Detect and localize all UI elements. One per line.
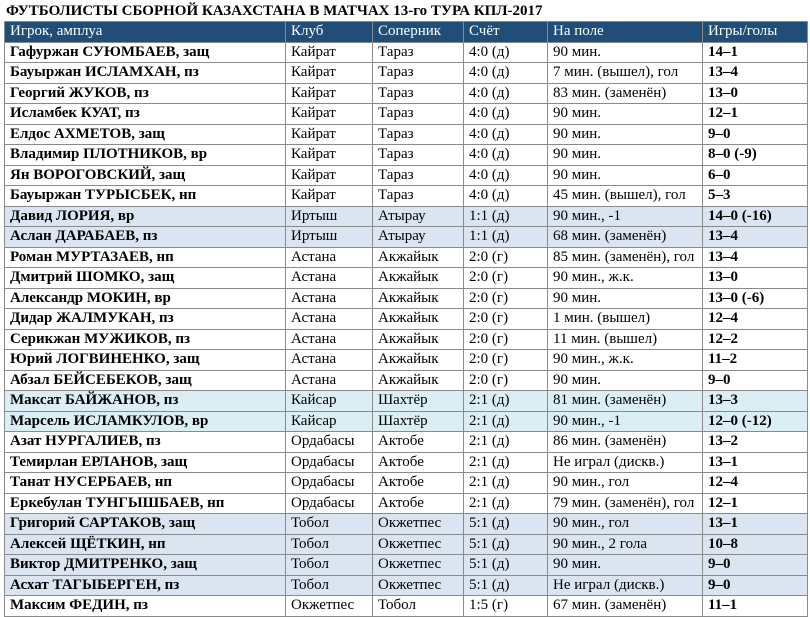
table-header [5, 22, 808, 43]
opponent-cell: Тараз [373, 186, 464, 207]
club-cell: Кайрат [286, 145, 373, 166]
club-cell: Астана [286, 370, 373, 391]
table-row [5, 350, 808, 371]
opponent-cell: Атырау [373, 227, 464, 248]
player-cell: Елдос АХМЕТОВ, защ [5, 124, 286, 145]
games-goals-cell: 13–1 [703, 452, 808, 473]
club-cell: Кайрат [286, 124, 373, 145]
score-cell: 2:1 (д) [464, 391, 548, 412]
score-cell: 5:1 (д) [464, 514, 548, 535]
header-player: Игрок, амплуа [5, 22, 286, 43]
games-goals-cell: 12–1 [703, 493, 808, 514]
opponent-cell: Акжайык [373, 247, 464, 268]
time-on-field-cell: 81 мин. (заменён) [548, 391, 703, 412]
table-row [5, 452, 808, 473]
time-on-field-cell: 45 мин. (вышел), гол [548, 186, 703, 207]
club-cell: Кайсар [286, 411, 373, 432]
games-goals-cell: 12–4 [703, 309, 808, 330]
time-on-field-cell: 90 мин. [548, 555, 703, 576]
time-on-field-cell: 79 мин. (заменён), гол [548, 493, 703, 514]
opponent-cell: Окжетпес [373, 575, 464, 596]
club-cell: Тобол [286, 534, 373, 555]
games-goals-cell: 11–1 [703, 596, 808, 617]
time-on-field-cell: 90 мин., -1 [548, 411, 703, 432]
time-on-field-cell: 90 мин., ж.к. [548, 268, 703, 289]
opponent-cell: Атырау [373, 206, 464, 227]
club-cell: Астана [286, 268, 373, 289]
score-cell: 4:0 (д) [464, 145, 548, 166]
table-row [5, 514, 808, 535]
time-on-field-cell: 90 мин. [548, 370, 703, 391]
table-row [5, 555, 808, 576]
score-cell: 1:5 (г) [464, 596, 548, 617]
player-cell: Дмитрий ШОМКО, защ [5, 268, 286, 289]
opponent-cell: Шахтёр [373, 411, 464, 432]
opponent-cell: Актобе [373, 493, 464, 514]
score-cell: 2:1 (д) [464, 473, 548, 494]
player-cell: Танат НУСЕРБАЕВ, нп [5, 473, 286, 494]
score-cell: 2:1 (д) [464, 411, 548, 432]
games-goals-cell: 14–1 [703, 42, 808, 63]
opponent-cell: Тараз [373, 124, 464, 145]
header-time-on-field: На поле [548, 22, 703, 43]
club-cell: Кайрат [286, 186, 373, 207]
player-cell: Григорий САРТАКОВ, защ [5, 514, 286, 535]
player-cell: Асхат ТАГЫБЕРГЕН, пз [5, 575, 286, 596]
score-cell: 2:1 (д) [464, 452, 548, 473]
table-row [5, 596, 808, 617]
header-opponent: Соперник [373, 22, 464, 43]
opponent-cell: Тараз [373, 63, 464, 84]
player-cell: Марсель ИСЛАМКУЛОВ, вр [5, 411, 286, 432]
player-cell: Максат БАЙЖАНОВ, пз [5, 391, 286, 412]
table-row [5, 145, 808, 166]
score-cell: 4:0 (д) [464, 83, 548, 104]
time-on-field-cell: 90 мин. [548, 288, 703, 309]
games-goals-cell: 6–0 [703, 165, 808, 186]
opponent-cell: Актобе [373, 452, 464, 473]
score-cell: 2:0 (г) [464, 309, 548, 330]
score-cell: 2:0 (г) [464, 288, 548, 309]
player-cell: Исламбек КУАТ, пз [5, 104, 286, 125]
time-on-field-cell: 83 мин. (заменён) [548, 83, 703, 104]
player-cell: Максим ФЕДИН, пз [5, 596, 286, 617]
score-cell: 5:1 (д) [464, 575, 548, 596]
player-cell: Бауыржан ТУРЫСБЕК, нп [5, 186, 286, 207]
page-title: ФУТБОЛИСТЫ СБОРНОЙ КАЗАХСТАНА В МАТЧАХ 13-го ТУРА КПЛ-2017 [6, 3, 543, 19]
player-cell: Темирлан ЕРЛАНОВ, защ [5, 452, 286, 473]
players-table [4, 21, 808, 617]
opponent-cell: Тобол [373, 596, 464, 617]
games-goals-cell: 9–0 [703, 370, 808, 391]
time-on-field-cell: 90 мин., 2 гола [548, 534, 703, 555]
header-score: Счёт [464, 22, 548, 43]
table-row [5, 268, 808, 289]
opponent-cell: Окжетпес [373, 534, 464, 555]
time-on-field-cell: 90 мин. [548, 124, 703, 145]
club-cell: Тобол [286, 555, 373, 576]
player-cell: Ян ВОРОГОВСКИЙ, защ [5, 165, 286, 186]
games-goals-cell: 13–0 [703, 83, 808, 104]
score-cell: 2:0 (г) [464, 247, 548, 268]
time-on-field-cell: 67 мин. (заменён) [548, 596, 703, 617]
time-on-field-cell: 7 мин. (вышел), гол [548, 63, 703, 84]
player-cell: Давид ЛОРИЯ, вр [5, 206, 286, 227]
club-cell: Иртыш [286, 227, 373, 248]
club-cell: Кайрат [286, 63, 373, 84]
games-goals-cell: 13–2 [703, 432, 808, 453]
games-goals-cell: 5–3 [703, 186, 808, 207]
score-cell: 4:0 (д) [464, 104, 548, 125]
table-row [5, 206, 808, 227]
club-cell: Астана [286, 247, 373, 268]
time-on-field-cell: 68 мин. (заменён) [548, 227, 703, 248]
time-on-field-cell: 11 мин. (вышел) [548, 329, 703, 350]
opponent-cell: Тараз [373, 145, 464, 166]
table-row [5, 288, 808, 309]
table-row [5, 411, 808, 432]
time-on-field-cell: 90 мин. [548, 145, 703, 166]
opponent-cell: Акжайык [373, 309, 464, 330]
time-on-field-cell: Не играл (дискв.) [548, 575, 703, 596]
player-cell: Гафуржан СУЮМБАЕВ, защ [5, 42, 286, 63]
table-row [5, 63, 808, 84]
header-club: Клуб [286, 22, 373, 43]
opponent-cell: Тараз [373, 42, 464, 63]
score-cell: 2:0 (г) [464, 329, 548, 350]
score-cell: 2:1 (д) [464, 493, 548, 514]
player-cell: Серикжан МУЖИКОВ, пз [5, 329, 286, 350]
club-cell: Ордабасы [286, 432, 373, 453]
opponent-cell: Акжайык [373, 288, 464, 309]
time-on-field-cell: 1 мин. (вышел) [548, 309, 703, 330]
player-cell: Роман МУРТАЗАЕВ, нп [5, 247, 286, 268]
player-cell: Виктор ДМИТРЕНКО, защ [5, 555, 286, 576]
club-cell: Тобол [286, 514, 373, 535]
header-games-goals: Игры/голы [703, 22, 808, 43]
time-on-field-cell: Не играл (дискв.) [548, 452, 703, 473]
games-goals-cell: 12–0 (-12) [703, 411, 808, 432]
games-goals-cell: 12–4 [703, 473, 808, 494]
table-row [5, 370, 808, 391]
table-row [5, 186, 808, 207]
table-row [5, 473, 808, 494]
club-cell: Тобол [286, 575, 373, 596]
player-cell: Владимир ПЛОТНИКОВ, вр [5, 145, 286, 166]
time-on-field-cell: 90 мин., гол [548, 514, 703, 535]
player-cell: Юрий ЛОГВИНЕНКО, защ [5, 350, 286, 371]
score-cell: 1:1 (д) [464, 227, 548, 248]
club-cell: Ордабасы [286, 473, 373, 494]
games-goals-cell: 9–0 [703, 555, 808, 576]
player-cell: Георгий ЖУКОВ, пз [5, 83, 286, 104]
games-goals-cell: 14–0 (-16) [703, 206, 808, 227]
games-goals-cell: 13–0 [703, 268, 808, 289]
club-cell: Кайрат [286, 83, 373, 104]
opponent-cell: Актобе [373, 473, 464, 494]
table-row [5, 104, 808, 125]
time-on-field-cell: 90 мин. [548, 42, 703, 63]
score-cell: 4:0 (д) [464, 124, 548, 145]
score-cell: 5:1 (д) [464, 555, 548, 576]
games-goals-cell: 8–0 (-9) [703, 145, 808, 166]
opponent-cell: Окжетпес [373, 514, 464, 535]
club-cell: Кайрат [286, 104, 373, 125]
club-cell: Кайсар [286, 391, 373, 412]
score-cell: 4:0 (д) [464, 165, 548, 186]
player-cell: Алексей ЩЁТКИН, нп [5, 534, 286, 555]
score-cell: 4:0 (д) [464, 63, 548, 84]
club-cell: Кайрат [286, 165, 373, 186]
player-cell: Азат НУРГАЛИЕВ, пз [5, 432, 286, 453]
time-on-field-cell: 85 мин. (заменён), гол [548, 247, 703, 268]
opponent-cell: Акжайык [373, 329, 464, 350]
time-on-field-cell: 90 мин., -1 [548, 206, 703, 227]
club-cell: Кайрат [286, 42, 373, 63]
games-goals-cell: 13–3 [703, 391, 808, 412]
table-row [5, 227, 808, 248]
table-row [5, 309, 808, 330]
club-cell: Ордабасы [286, 452, 373, 473]
score-cell: 2:0 (г) [464, 350, 548, 371]
games-goals-cell: 10–8 [703, 534, 808, 555]
table-row [5, 534, 808, 555]
games-goals-cell: 13–1 [703, 514, 808, 535]
club-cell: Астана [286, 288, 373, 309]
table-row [5, 575, 808, 596]
player-cell: Аслан ДАРАБАЕВ, пз [5, 227, 286, 248]
games-goals-cell: 9–0 [703, 124, 808, 145]
games-goals-cell: 13–4 [703, 63, 808, 84]
header-row [5, 22, 808, 43]
table-row [5, 391, 808, 412]
games-goals-cell: 13–4 [703, 247, 808, 268]
opponent-cell: Тараз [373, 83, 464, 104]
score-cell: 1:1 (д) [464, 206, 548, 227]
table-body [5, 42, 808, 616]
club-cell: Астана [286, 309, 373, 330]
table-row [5, 83, 808, 104]
opponent-cell: Шахтёр [373, 391, 464, 412]
time-on-field-cell: 90 мин., ж.к. [548, 350, 703, 371]
games-goals-cell: 12–2 [703, 329, 808, 350]
opponent-cell: Тараз [373, 165, 464, 186]
opponent-cell: Акжайык [373, 268, 464, 289]
games-goals-cell: 9–0 [703, 575, 808, 596]
club-cell: Окжетпес [286, 596, 373, 617]
time-on-field-cell: 90 мин. [548, 104, 703, 125]
score-cell: 2:1 (д) [464, 432, 548, 453]
opponent-cell: Окжетпес [373, 555, 464, 576]
club-cell: Иртыш [286, 206, 373, 227]
score-cell: 2:0 (г) [464, 370, 548, 391]
club-cell: Астана [286, 329, 373, 350]
games-goals-cell: 13–4 [703, 227, 808, 248]
table-row [5, 42, 808, 63]
player-cell: Александр МОКИН, вр [5, 288, 286, 309]
player-cell: Еркебулан ТУНГЫШБАЕВ, нп [5, 493, 286, 514]
games-goals-cell: 13–0 (-6) [703, 288, 808, 309]
score-cell: 4:0 (д) [464, 42, 548, 63]
club-cell: Ордабасы [286, 493, 373, 514]
table-row [5, 432, 808, 453]
table-row [5, 165, 808, 186]
table-row [5, 493, 808, 514]
table-row [5, 124, 808, 145]
player-cell: Бауыржан ИСЛАМХАН, пз [5, 63, 286, 84]
opponent-cell: Акжайык [373, 370, 464, 391]
score-cell: 2:0 (г) [464, 268, 548, 289]
time-on-field-cell: 90 мин. [548, 165, 703, 186]
games-goals-cell: 11–2 [703, 350, 808, 371]
player-cell: Дидар ЖАЛМУКАН, пз [5, 309, 286, 330]
player-cell: Абзал БЕЙСЕБЕКОВ, защ [5, 370, 286, 391]
opponent-cell: Тараз [373, 104, 464, 125]
score-cell: 5:1 (д) [464, 534, 548, 555]
score-cell: 4:0 (д) [464, 186, 548, 207]
time-on-field-cell: 86 мин. (заменён) [548, 432, 703, 453]
club-cell: Астана [286, 350, 373, 371]
opponent-cell: Актобе [373, 432, 464, 453]
games-goals-cell: 12–1 [703, 104, 808, 125]
time-on-field-cell: 90 мин., гол [548, 473, 703, 494]
table-row [5, 247, 808, 268]
table-row [5, 329, 808, 350]
opponent-cell: Акжайык [373, 350, 464, 371]
